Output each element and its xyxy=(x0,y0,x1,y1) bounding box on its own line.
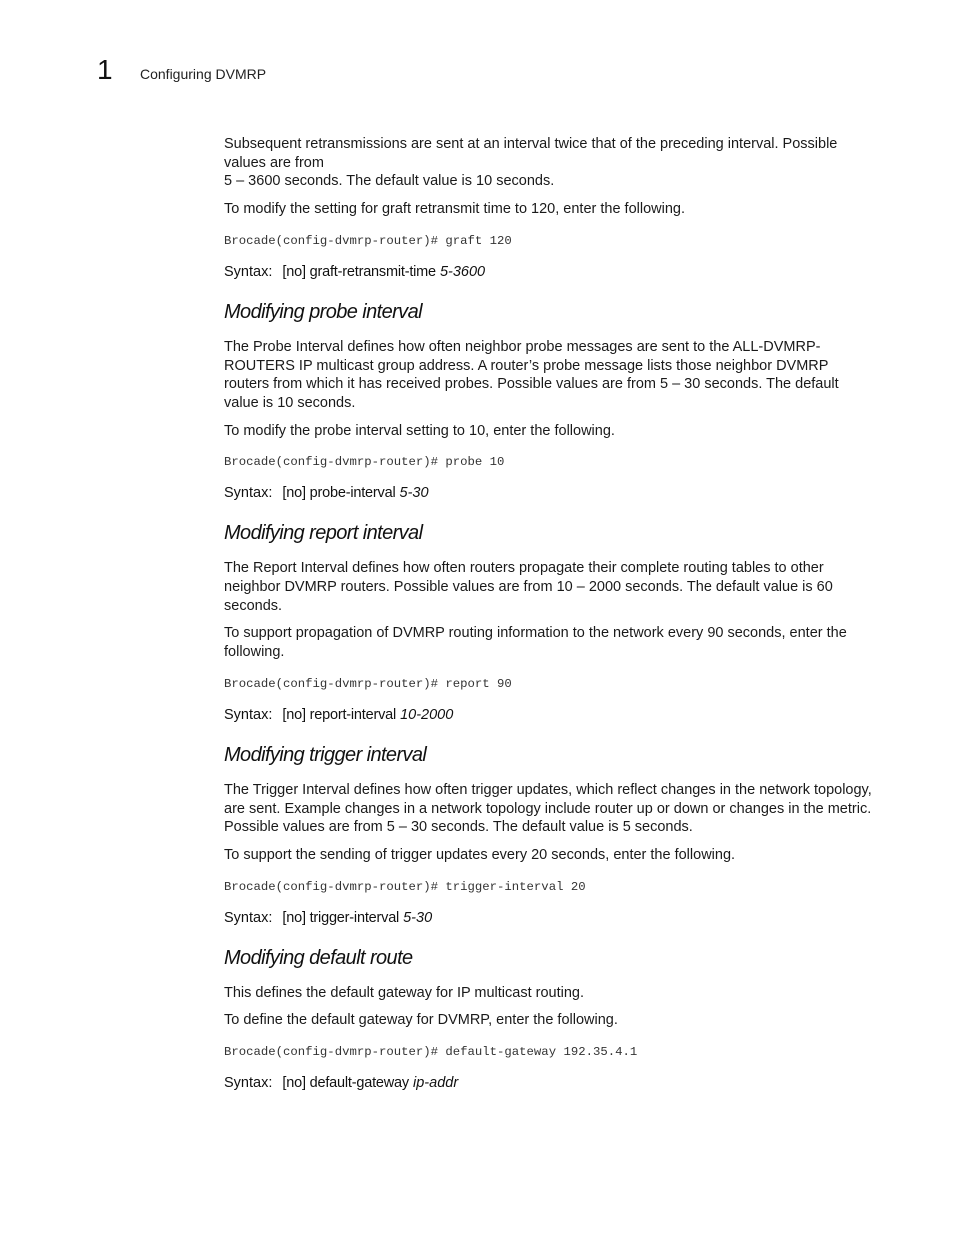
section-heading: Modifying default route xyxy=(224,946,413,969)
syntax-parameter: 10-2000 xyxy=(400,706,454,723)
section-report-interval xyxy=(224,521,874,724)
section-default-route xyxy=(224,946,874,1092)
section-heading: Modifying report interval xyxy=(224,522,423,545)
chapter-number: 1 xyxy=(97,54,113,85)
intro-line-1: Subsequent retransmissions are sent at an interval twice that of the preceding interval. Possible values are from xyxy=(224,136,838,171)
syntax-line xyxy=(224,263,874,281)
syntax-command: [no] trigger-interval xyxy=(282,909,400,926)
syntax-label: Syntax: xyxy=(224,263,273,280)
section-description: The Probe Interval defines how often neighbor probe messages are sent to the ALL-DVMRP-ROUTERS IP multicast group address. A router’s probe message lists those neighbor DVMRP routers from which it has received probes. Possible values are from 5 – 30 seconds. The default value is 10 seconds. xyxy=(224,338,839,411)
intro-block xyxy=(224,135,874,281)
section-description: The Trigger Interval defines how often trigger updates, which reflect changes in the network topology, are sent. Example changes in a network topology include router up or down or changes in the metric. Possible values are from 5 – 30 seconds. The default value is 5 seconds. xyxy=(224,781,872,836)
section-heading: Modifying trigger interval xyxy=(224,743,427,766)
section-instruction: To support propagation of DVMRP routing information to the network every 90 seconds, enter the following. xyxy=(224,625,847,661)
code-example: Brocade(config-dvmrp-router)# probe 10 xyxy=(224,455,505,470)
section-probe-interval xyxy=(224,300,874,503)
section-description: The Report Interval defines how often routers propagate their complete routing tables to other neighbor DVMRP routers. Possible values are from 10 – 2000 seconds. The default value is 60 seconds. xyxy=(224,560,833,614)
page-content xyxy=(224,135,874,1111)
syntax-label: Syntax: xyxy=(224,485,273,502)
syntax-parameter: 5-3600 xyxy=(439,263,486,280)
code-example: Brocade(config-dvmrp-router)# default-gateway 192.35.4.1 xyxy=(224,1045,638,1060)
syntax-command: [no] report-interval xyxy=(282,706,397,723)
syntax-line xyxy=(224,484,874,502)
section-instruction: To modify the probe interval setting to 10, enter the following. xyxy=(224,422,615,439)
section-instruction: To define the default gateway for DVMRP, enter the following. xyxy=(224,1012,618,1029)
code-example: Brocade(config-dvmrp-router)# trigger-interval 20 xyxy=(224,879,586,894)
syntax-command: [no] probe-interval xyxy=(282,485,396,502)
syntax-parameter: 5-30 xyxy=(399,485,429,502)
syntax-label: Syntax: xyxy=(224,1075,273,1092)
syntax-line xyxy=(224,909,874,927)
section-trigger-interval xyxy=(224,743,874,927)
intro-line-2: 5 – 3600 seconds. The default value is 10 seconds. xyxy=(224,173,555,190)
intro-paragraph xyxy=(224,135,874,191)
section-heading: Modifying probe interval xyxy=(224,300,422,323)
syntax-command: [no] default-gateway xyxy=(282,1075,409,1092)
syntax-label: Syntax: xyxy=(224,909,273,926)
section-instruction: To support the sending of trigger updates every 20 seconds, enter the following. xyxy=(224,846,736,863)
intro-instruction: To modify the setting for graft retransmit time to 120, enter the following. xyxy=(224,201,685,218)
syntax-line xyxy=(224,706,874,724)
syntax-command: [no] graft-retransmit-time xyxy=(282,263,436,280)
section-description: This defines the default gateway for IP multicast routing. xyxy=(224,984,585,1001)
code-example: Brocade(config-dvmrp-router)# graft 120 xyxy=(224,233,512,248)
syntax-parameter: ip-addr xyxy=(413,1075,459,1092)
syntax-parameter: 5-30 xyxy=(403,909,433,926)
chapter-title: Configuring DVMRP xyxy=(140,66,267,82)
code-example: Brocade(config-dvmrp-router)# report 90 xyxy=(224,676,512,691)
syntax-label: Syntax: xyxy=(224,706,273,723)
syntax-line xyxy=(224,1074,874,1092)
